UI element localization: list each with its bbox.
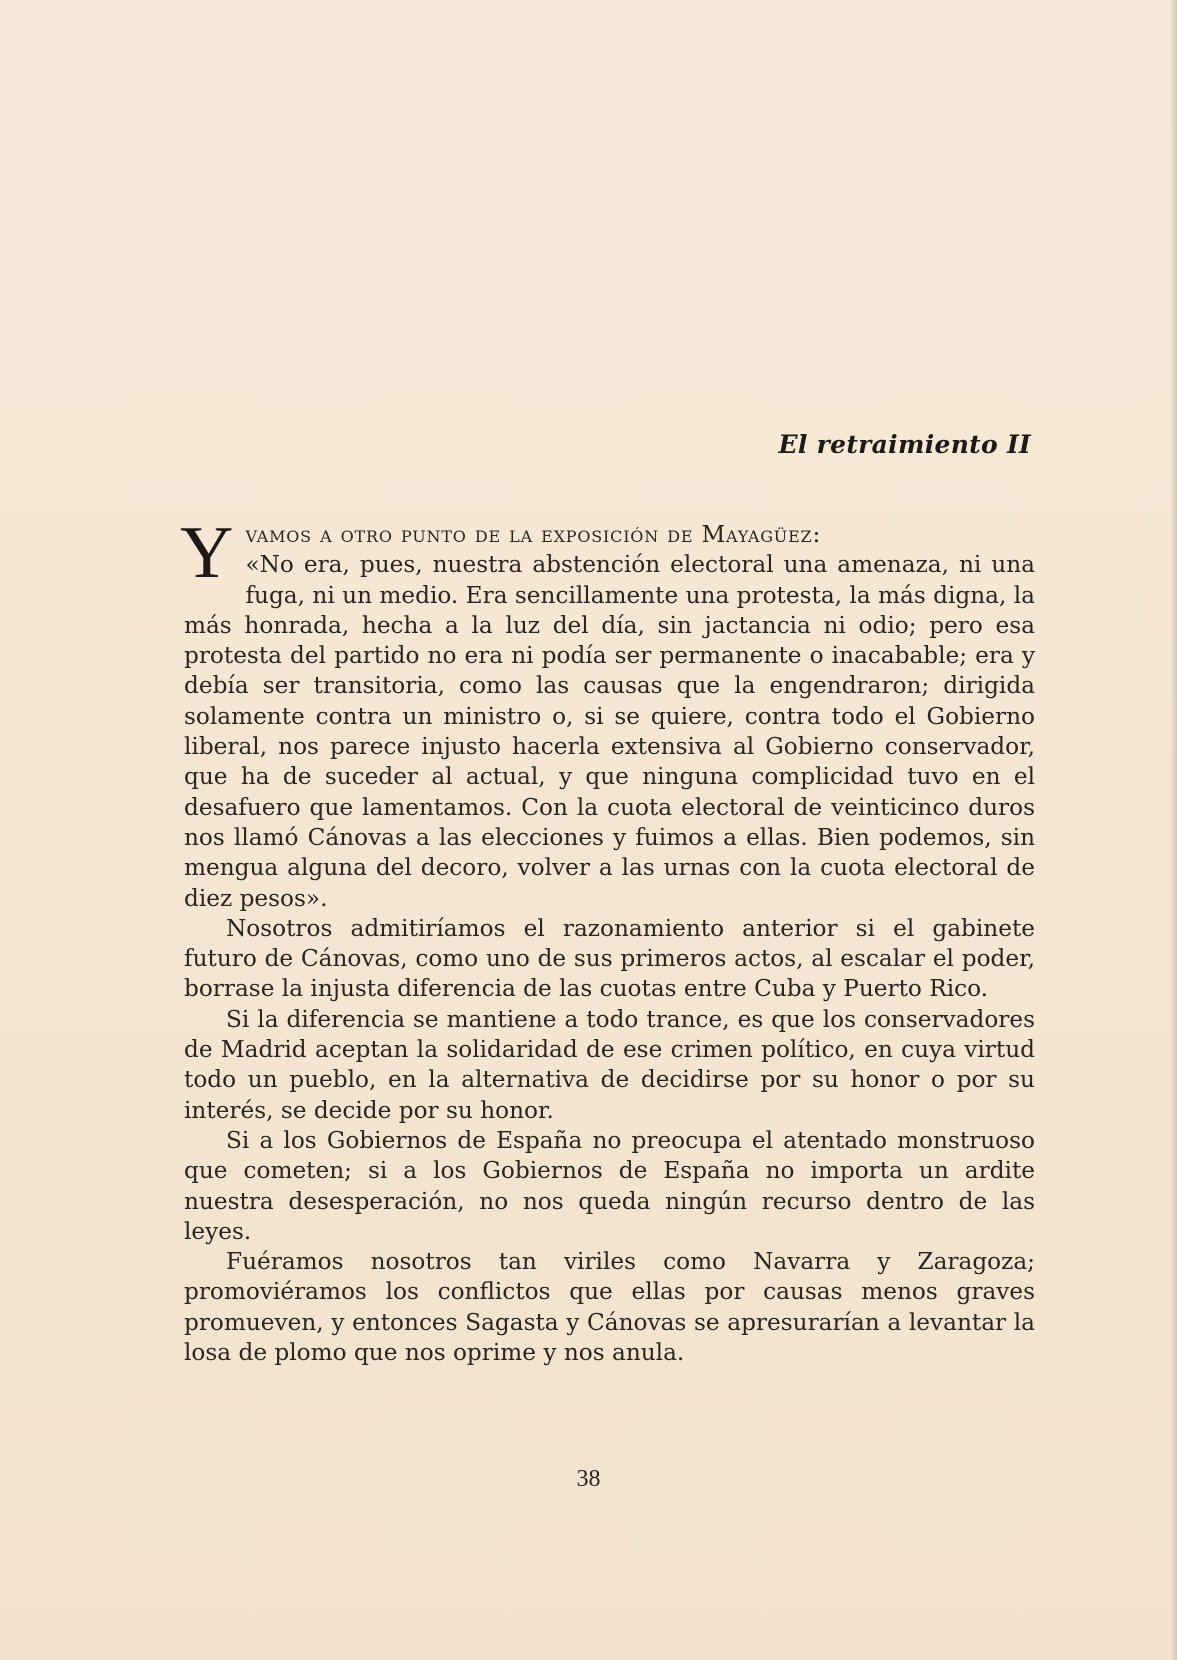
body-text xyxy=(180,512,1035,1368)
drop-cap: Y xyxy=(180,512,234,594)
paragraph-1-text: «No era, pues, nuestra abstención electoral una amenaza, ni una fuga, ni un medio. Era sencillamente una protesta, la más digna, la más honrada, hecha a la luz del día, sin jactancia ni odio; pero esa protesta del partido no era ni podía ser permanente o inacabable; era y debía ser transitoria, como las causas que la engendraron; dirigida solamente contra un ministro o, si se quiere, contra todo el Gobierno liberal, nos parece injusto hacerla extensiva al Gobierno conservador, que ha de suceder al actual, y que ninguna complicidad tuvo en el desafuero que lamentamos. Con la cuota electoral de veinticinco duros nos llamó Cánovas a las elecciones y fuimos a ellas. Bien podemos, sin mengua alguna del decoro, volver a las urnas con la cuota electoral de diez pesos». xyxy=(184,551,1035,912)
paragraph-4: Si a los Gobiernos de España no preocupa el atentado monstruoso que cometen; si a los Gobiernos de España no importa un ardite nuestra desesperación, no nos queda ningún recurso dentro de las leyes. xyxy=(184,1126,1035,1245)
paragraph-2: Nosotros admitiríamos el razonamiento anterior si el gabinete futuro de Cánovas, como uno de sus primeros actos, al escalar el poder, borrase la injusta diferencia de las cuotas entre Cuba y Puerto Rico. xyxy=(184,914,1035,1003)
paragraph-3: Si la diferencia se mantiene a todo trance, es que los conservadores de Madrid aceptan la solidaridad de ese crimen político, en cuya virtud todo un pueblo, en la alternativa de decidirse por su honor o por su interés, se decide por su honor. xyxy=(184,1005,1035,1124)
paragraph-5: Fuéramos nosotros tan viriles como Navarra y Zaragoza; promoviéramos los conflictos que ellas por causas menos graves promueven, y entonces Sagasta y Cánovas se apresurarían a levantar la losa de plomo que nos oprime y nos anula. xyxy=(184,1248,1035,1367)
page-edge xyxy=(1171,0,1177,1660)
lead-in: vamos a otro punto de la exposición de Mayagüez: xyxy=(245,521,822,548)
running-title: El retraimiento II xyxy=(778,430,1031,459)
paragraph-1 xyxy=(180,512,1035,914)
page-number: 38 xyxy=(576,1466,601,1492)
